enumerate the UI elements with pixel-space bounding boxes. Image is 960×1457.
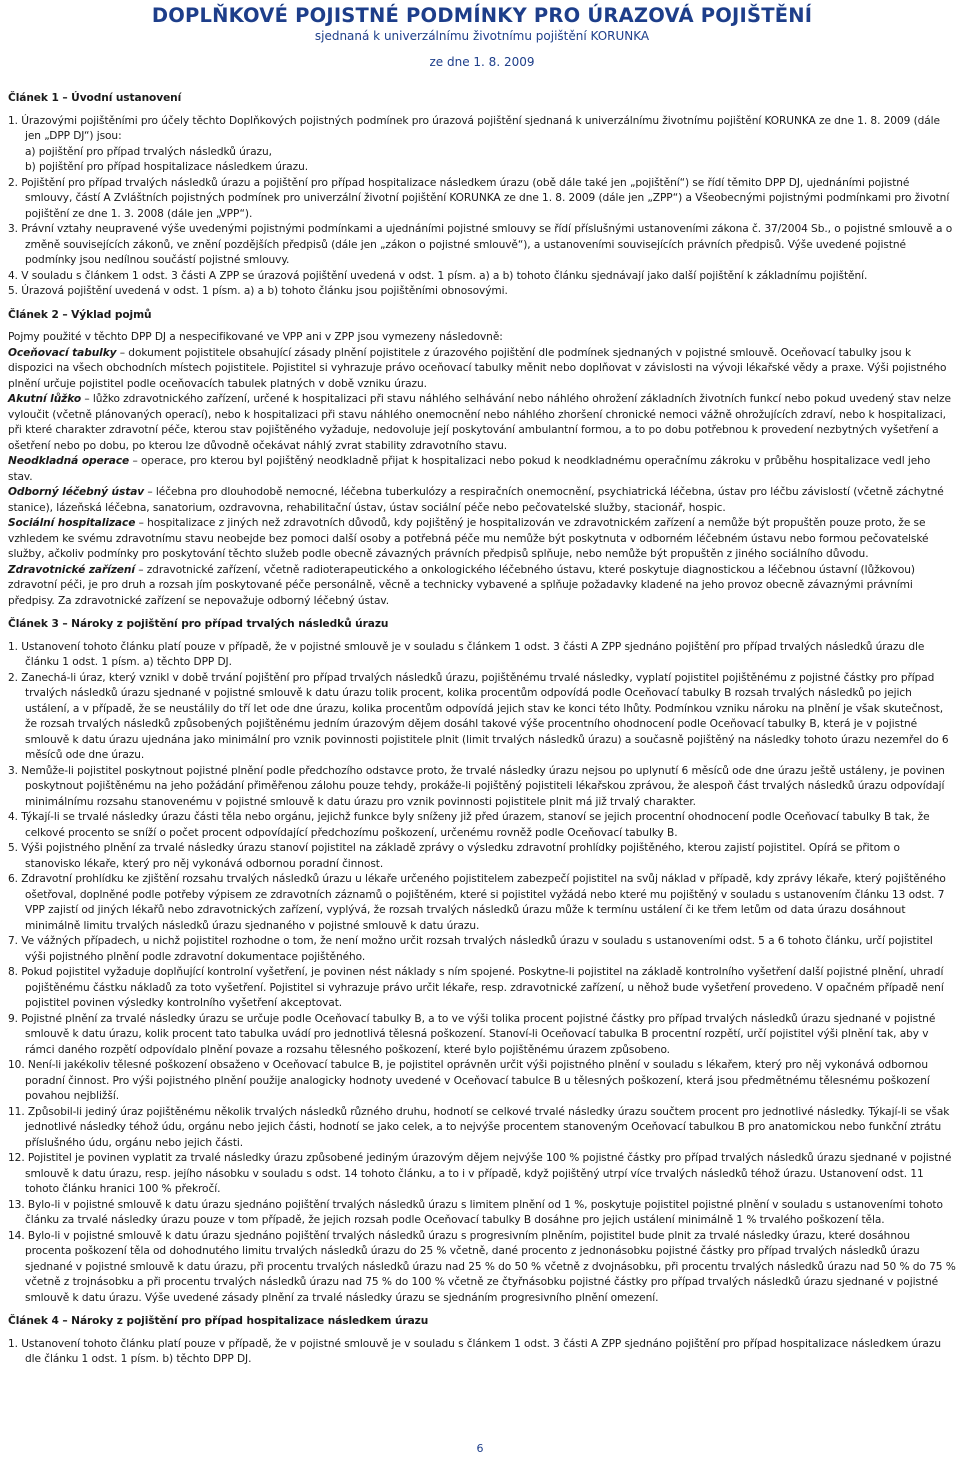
- article-1-item-a: a) pojištění pro případ trvalých následků úrazu,: [25, 145, 272, 158]
- article-3-heading: Článek 3 – Nároky z pojištění pro případ trvalých následků úrazu: [8, 618, 389, 630]
- definition-term: Neodkladná operace: [8, 455, 130, 467]
- page-number: 6: [476, 1442, 484, 1455]
- article-3-paragraph-1: 1. Ustanovení tohoto článku platí pouze v případě, že v pojistné smlouvě je v souladu s článkem 1 odst. 3 části A ZPP sjednáno pojištění pro případ trvalých následků úrazu dle článku 1 odst. 1 písm. a) těchto DPP DJ.: [8, 640, 925, 668]
- article-3-paragraph-10: 10. Není-li jakékoliv tělesné poškození obsaženo v Oceňovací tabulce B, je pojistitel oprávněn určit výši pojistného plnění v souladu s lékařem, který pro něj vykonává odbornou poradní činnost. Pro výši pojistného plnění použije analogicky hodnoty uvedené v Oceňovací tabulce B u tělesných poškození, která jsou předmětnému tělesnému poškození povahou nejbližší.: [8, 1059, 930, 1102]
- article-3-paragraph-14: 14. Bylo-li v pojistné smlouvě k datu úrazu sjednáno pojištění trvalých následků úrazu s progresivním plněním, pojistitel bude plnit za trvalé následky úrazu, které dosáhnou procenta poškození těla od dohodnutého limitu trvalých následků úrazu do 25 % včetně, dané procento z jednonásobku pojistné částky pro případ trvalých následků úrazu sjednané v pojistné smlouvě k datu úrazu, při procentu trvalých následků úrazu nad 25 % do 50 % včetně z dvojnásobku, při procentu trvalých následků úrazu nad 50 % do 75 % včetně z trojnásobku a při procentu trvalých následků úrazu nad 75 % do 100 % včetně ze čtyřnásobku pojistné částky pro případ trvalých následků úrazu sjednané v pojistné smlouvě k datu úrazu. Výše uvedené zásady plnění za trvalé následky úrazu se sjednáním progresivního plnění omezení.: [8, 1229, 956, 1304]
- definition-text: – zdravotnické zařízení, včetně radioterapeutického a onkologického léčebného ústavu, které poskytuje diagnostickou a léčebnou ústavní (lůžkovou) zdravotní péči, je pro druh a rozsah jím poskytované péče personálně, věcně a technicky vybavené a splňuje požadavky kladené na jeho provoz obecně závaznými právními předpisy. Za zdravotnické zařízení se nepovažuje odborný léčebný ústav.: [8, 563, 915, 607]
- article-1-paragraph-3: 3. Právní vztahy neupravené výše uvedenými pojistnými podmínkami a ujednáními pojistné smlouvy se řídí příslušnými ustanoveními zákona č. 37/2004 Sb., o pojistné smlouvě a o změně souvisejících zákonů, ve znění pozdějších předpisů (dále jen „zákon o pojistné smlouvě“), a ustanoveními souvisejících právních předpisů. Výše uvedené pojistné podmínky jsou nedílnou součástí pojistné smlouvy.: [8, 223, 953, 266]
- definition-term: Akutní lůžko: [8, 393, 82, 405]
- definition-zdravotnicke-zarizeni: [8, 563, 956, 610]
- definition-term: Sociální hospitalizace: [8, 517, 136, 529]
- definition-text: – operace, pro kterou byl pojištěný neodkladně přijat k hospitalizaci nebo pokud k neodkladnému operačnímu zákroku v průběhu hospitalizace vedl jeho stav.: [8, 455, 931, 483]
- article-1-paragraph-2: 2. Pojištění pro případ trvalých následků úrazu a pojištění pro případ hospitalizace následkem úrazu (obě dále také jen „pojištění“) se řídí těmito DPP DJ, ujednáními pojistné smlouvy, částí A Zvláštních pojistných podmínek pro univerzální životní pojištění KORUNKA ze dne 1. 8. 2009 (dále jen „ZPP“) a Všeobecnými pojistnými podmínkami pro životní pojištění ze dne 1. 3. 2008 (dále jen „VPP“).: [8, 176, 950, 220]
- document-title: DOPLŇKOVÉ POJISTNÉ PODMÍNKY PRO ÚRAZOVÁ POJIŠTĚNÍ: [151, 4, 813, 27]
- definition-akutni-luzko: [8, 392, 956, 454]
- definition-text: – léčebna pro dlouhodobě nemocné, léčebna tuberkulózy a respiračních onemocnění, psychiatrická léčebna, ústav pro léčbu závislostí (včetně záchytné stanice), lázeňská léčebna, sanatorium, ozdravovna, rehabilitační ústav, ústav sociální péče nebo pečovatelské služby, stacionář, hospic.: [8, 486, 944, 514]
- article-1-item-b: b) pojištění pro případ hospitalizace následkem úrazu.: [25, 161, 308, 173]
- definition-socialni-hospitalizace: [8, 516, 956, 563]
- document-body: [8, 91, 956, 1368]
- definition-ocenovaci-tabulky: [8, 346, 956, 393]
- article-3-paragraph-11: 11. Způsobil-li jediný úraz pojištěnému několik trvalých následků různého druhu, hodnotí se celkové trvalé následky úrazu součtem procent pro jednotlivé následky. Týkají-li se však jednotlivé následky téhož údu, orgánu nebo jejich části, hodnotí se jako celek, a to nejvýše procentem stanoveným Oceňovací tabulkou B pro anatomickou nebo funkční ztrátu příslušného údu, orgánu nebo jejich části.: [8, 1105, 950, 1149]
- article-4-paragraph-1: 1. Ustanovení tohoto článku platí pouze v případě, že v pojistné smlouvě je v souladu s článkem 1 odst. 3 části A ZPP sjednáno pojištění pro případ hospitalizace následkem úrazu dle článku 1 odst. 1 písm. b) těchto DPP DJ.: [8, 1337, 941, 1365]
- article-3-paragraph-2: 2. Zanechá-li úraz, který vznikl v době trvání pojištění pro případ trvalých následků úrazu, pojištěnému trvalé následky, vyplatí pojistitel pojištěnému z pojistné částky pro případ trvalých následků úrazu sjednané v pojistné smlouvě k datu úrazu tolik procent, kolika procentům odpovídá podle Oceňovací tabulky B rozsah trvalých následků po jejich ustálení, a v případě, že se neustálily do tří let ode dne úrazu, kolika procentům odpovídá jejich stav ke konci této lhůty. Podmínkou vzniku nároku na plnění je však skutečnost, že rozsah trvalých následků způsobených pojištěnému jedním úrazovým dějem dosáhl takové výše procentního ohodnocení podle Oceňovací tabulky B, která je v pojistné smlouvě k datu úrazu ujednána jako minimální pro vznik povinnosti pojistitele plnit (limit trvalých následků úrazu) a současně pojištěný na následky tohoto úrazu nezemřel do 6 měsíců ode dne úrazu.: [8, 671, 949, 761]
- article-3-paragraph-5: 5. Výši pojistného plnění za trvalé následky úrazu stanoví pojistitel na základě zprávy o výsledku zdravotní prohlídky pojištěného, kterou zajistí pojistitel. Opírá se přitom o stanovisko lékaře, který pro něj vykonává odbornou poradní činnost.: [8, 842, 900, 870]
- article-1-paragraph-5: 5. Úrazová pojištění uvedená v odst. 1 písm. a) a b) tohoto článku jsou pojištěními obnosovými.: [8, 285, 508, 297]
- definition-neodkladna-operace: [8, 454, 956, 485]
- definition-text: – lůžko zdravotnického zařízení, určené k hospitalizaci při stavu náhlého selhávání nebo náhlého ohrožení základních životních funkcí nebo pokud uvedený stav nelze vyloučit (včetně plánovaných operací), nebo k hospitalizaci při stavu náhlého onemocnění nebo náhlého zhoršení chronické nemoci vážně ohrožujících zdraví, nebo k hospitalizaci, při které charakter zdravotní péče, kterou stav pojištěného vyžaduje, nedovoluje její poskytování ambulantní formou, a to po dobu potřebnou k provedení nezbytných vyšetření a ošetření nebo po dobu, po kterou lze důvodně očekávat náhlý zvrat stability zdravotního stavu.: [8, 393, 951, 452]
- document-date: ze dne 1. 8. 2009: [429, 55, 535, 69]
- article-3-paragraph-6: 6. Zdravotní prohlídku ke zjištění rozsahu trvalých následků úrazu u lékaře určeného pojistitelem zabezpečí pojistitel na svůj náklad v případě, kdy zprávy lékaře, který pojištěného ošetřoval, doplněné podle potřeby výpisem ze zdravotních záznamů o pojištěném, které si pojistitel vyžádá nebo které mu pojištěný v souladu s ustanovením článku 13 odst. 7 VPP zajistí od jiných lékařů nebo zdravotnických zařízení, vyplývá, že rozsah trvalých následků úrazu může k termínu ustálení či ke třem letům od data úrazu dosáhnout minimálně limitu trvalých následků úrazu sjednaného v pojistné smlouvě k datu úrazu.: [8, 873, 946, 932]
- article-3-paragraph-9: 9. Pojistné plnění za trvalé následky úrazu se určuje podle Oceňovací tabulky B, a to ve výši tolika procent pojistné částky pro případ trvalých následků úrazu sjednané v pojistné smlouvě k datu úrazu, kolik procent tato tabulka uvádí pro jednotlivá tělesná poškození. Stanoví-li Oceňovací tabulka B procentní rozpětí, určí pojistitel výši plnění tak, aby v rámci daného rozpětí odpovídalo plnění povaze a rozsahu tělesného poškození, které bylo pojištěnému úrazem způsobeno.: [8, 1012, 936, 1056]
- document-page: [8, 0, 956, 1368]
- article-3-paragraph-13: 13. Bylo-li v pojistné smlouvě k datu úrazu sjednáno pojištění trvalých následků úrazu s limitem plnění od 1 %, poskytuje pojistitel pojistné plnění v souladu s ustanoveními tohoto článku za trvalé následky úrazu pouze v tom případě, že jejich rozsah podle Oceňovací tabulky B dosáhne pro jejich ustálení minimálně 1 % trvalého poškození těla.: [8, 1198, 943, 1226]
- definition-odborny-lecebny-ustav: [8, 485, 956, 516]
- article-3-paragraph-12: 12. Pojistitel je povinen vyplatit za trvalé následky úrazu způsobené jediným úrazovým dějem nejvýše 100 % pojistné částky pro případ trvalých následků úrazu sjednané v pojistné smlouvě k datu úrazu, resp. jejího násobku v souladu s odst. 14 tohoto článku, a to i v případě, když pojištěný utrpí více trvalých následků téhož úrazu. Ustanovení odst. 11 tohoto článku hranici 100 % překročí.: [8, 1152, 952, 1195]
- article-3-paragraph-7: 7. Ve vážných případech, u nichž pojistitel rozhodne o tom, že není možno určit rozsah trvalých následků úrazu v souladu s ustanoveními odst. 5 a 6 tohoto článku, určí pojistitel výši pojistného plnění podle zdravotní dokumentace pojištěného.: [8, 935, 933, 963]
- article-2-heading: Článek 2 – Výklad pojmů: [8, 308, 152, 321]
- document-subtitle: sjednaná k univerzálnímu životnímu pojištění KORUNKA: [314, 29, 650, 43]
- article-1-heading: Článek 1 – Úvodní ustanovení: [8, 92, 182, 104]
- definition-text: – dokument pojistitele obsahující zásady plnění pojistitele z úrazového pojištění dle podmínek sjednaných v pojistné smlouvě. Oceňovací tabulky jsou k dispozici na všech obchodních místech pojistitele. Pojistitel si vyhrazuje právo oceňovací tabulky měnit nebo doplňovat v závislosti na vývoji lékařské vědy a praxe. Výši pojistného plnění určuje pojistitel podle oceňovacích tabulek platných v době vzniku úrazu.: [8, 346, 947, 390]
- definition-term: Zdravotnické zařízení: [8, 563, 135, 576]
- article-1-paragraph-1: 1. Úrazovými pojištěními pro účely těchto Doplňkových pojistných podmínek pro úrazová pojištění sjednaná k univerzálnímu životnímu pojištění KORUNKA ze dne 1. 8. 2009 (dále jen „DPP DJ“) jsou:: [8, 114, 940, 142]
- article-2-intro: Pojmy použité v těchto DPP DJ a nespecifikované ve VPP ani v ZPP jsou vymezeny následovně:: [8, 331, 503, 343]
- definition-text: – hospitalizace z jiných než zdravotních důvodů, kdy pojištěný je hospitalizován ve zdravotnickém zařízení a nemůže být propuštěn pouze proto, že se vzhledem ke svému zdravotnímu stavu neobejde bez pomoci další osoby a potřebná péče mu nemůže být poskytnuta v odborném léčebném ústavu nebo formou pečovatelské služby, ačkoliv podmínky pro poskytování těchto služeb podle obecně závazných právních předpisů splňuje, nebo nemůže být propuštěn z jiného sociálního důvodu.: [8, 517, 929, 560]
- article-3-paragraph-4: 4. Týkají-li se trvalé následky úrazu části těla nebo orgánu, jejichž funkce byly sníženy již před úrazem, stanoví se jejich procentní ohodnocení podle Oceňovací tabulky B tak, že celkové procento se sníží o počet procent odpovídající předchozímu poškození, určenému rovněž podle Oceňovací tabulky B.: [8, 811, 930, 839]
- article-3-paragraph-3: 3. Nemůže-li pojistitel poskytnout pojistné plnění podle předchozího odstavce proto, že trvalé následky úrazu nejsou po uplynutí 6 měsíců ode dne úrazu ještě ustáleny, je povinen poskytnout pojištěnému na jeho požádání přiměřenou zálohu pouze tehdy, prokáže-li pojištěný pojistiteli lékařskou zprávou, že alespoň část trvalých následků úrazu odpovídají minimálnímu rozsahu stanovenému v pojistné smlouvě k datu úrazu pro vznik povinnosti pojistitele plnit má již trvalý charakter.: [8, 764, 945, 808]
- article-1-paragraph-4: 4. V souladu s článkem 1 odst. 3 části A ZPP se úrazová pojištění uvedená v odst. 1 písm. a) a b) tohoto článku sjednávají jako další pojištění k základnímu pojištění.: [8, 269, 868, 282]
- definition-term: Oceňovací tabulky: [8, 346, 117, 359]
- article-4-heading: Článek 4 – Nároky z pojištění pro případ hospitalizace následkem úrazu: [8, 1315, 429, 1327]
- article-3-paragraph-8: 8. Pokud pojistitel vyžaduje doplňující kontrolní vyšetření, je povinen nést náklady s ním spojené. Poskytne-li pojistitel na základě kontrolního vyšetření další pojistné plnění, uhradí pojištěnému částku nákladů za toto vyšetření. Pojistitel si vyhrazuje právo určit lékaře, resp. zdravotnické zařízení, u něhož bude vyšetření provedeno. V opačném případě není pojistitel povinen výsledky kontrolního vyšetření akceptovat.: [8, 966, 944, 1009]
- definition-term: Odborný léčebný ústav: [8, 486, 145, 498]
